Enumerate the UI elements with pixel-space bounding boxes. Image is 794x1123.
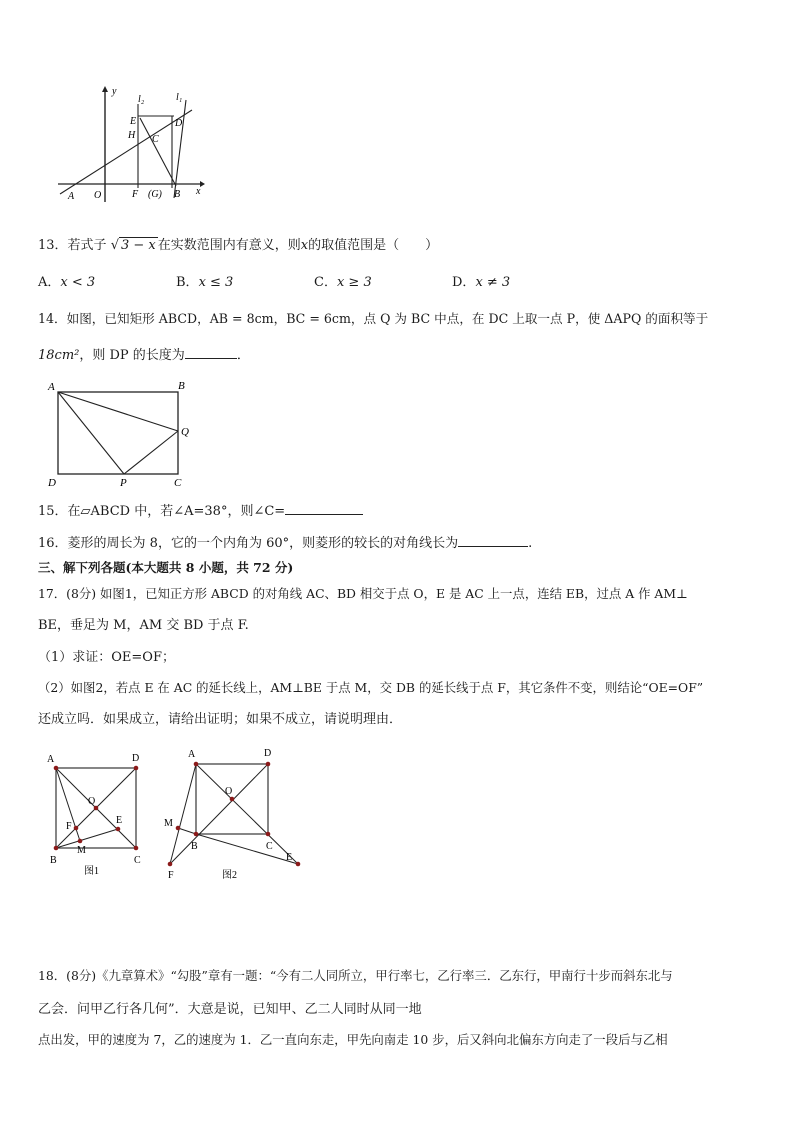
label-l1: l₁ xyxy=(176,92,183,103)
figure-1-caption: 图1 xyxy=(84,866,99,877)
q14-rectangle-figure xyxy=(44,378,204,488)
label-P: P xyxy=(120,477,127,488)
section-3-title: 三、解下列各题(本大题共 8 小题，共 72 分) xyxy=(38,560,294,575)
point-B xyxy=(194,832,199,837)
label-l2: l₂ xyxy=(138,94,145,105)
q16-text: 16．菱形的周长为 8，它的一个内角为 60°，则菱形的较长的对角线长为 xyxy=(38,536,459,551)
label-B: B xyxy=(50,855,57,866)
q13-var: x xyxy=(300,238,309,253)
q18-line1: 18．(8分)《九章算术》“勾股”章有一题：“今有二人同所立，甲行率七，乙行率三．乙东行，甲南行十步而斜东北与 xyxy=(38,968,673,983)
q17-part1: （1）求证：OE=OF； xyxy=(38,650,175,665)
q16-answer-blank[interactable] xyxy=(458,534,528,547)
label-A: A xyxy=(48,381,55,393)
label-C: C xyxy=(174,477,182,488)
label-A: A xyxy=(47,754,55,765)
q13-sqrt: √ 3 − x xyxy=(110,238,156,253)
q15-stem xyxy=(38,500,363,519)
q14-end: ． xyxy=(236,348,250,363)
label-D: D xyxy=(175,118,183,129)
label-C: C xyxy=(134,855,141,866)
q13-option-b[interactable] xyxy=(176,271,233,290)
label-C: C xyxy=(152,134,159,145)
label-x: x xyxy=(196,186,201,197)
q17-figure-1 xyxy=(40,746,160,880)
x-axis-arrow xyxy=(200,181,205,187)
label-F: F xyxy=(66,821,72,832)
line-l1 xyxy=(174,100,186,198)
label-D: D xyxy=(264,748,272,759)
label-O: O xyxy=(225,786,233,797)
rect-abcd xyxy=(58,392,178,474)
label-B: B xyxy=(174,189,181,200)
q17-figure-2 xyxy=(158,742,308,884)
q13-after: 在实数范围内有意义，则 xyxy=(157,238,301,253)
q13-option-d-expr: x ≠ 3 xyxy=(475,275,511,290)
label-A: A xyxy=(68,191,75,202)
label-y: y xyxy=(112,86,117,97)
label-B: B xyxy=(178,380,185,392)
q13-option-b-expr: x ≤ 3 xyxy=(198,275,234,290)
q13-number: 13． xyxy=(38,238,68,253)
q14-line1: 14．如图，已知矩形 ABCD，AB = 8cm，BC = 6cm，点 Q 为 BC 中点，在 DC 上取一点 P，使 ΔAPQ 的面积等于 xyxy=(38,311,709,326)
label-G: (G) xyxy=(148,189,162,200)
label-O: O xyxy=(94,190,102,201)
point-M xyxy=(176,826,181,831)
q13-before: 若式子 xyxy=(67,238,107,253)
segment-m-b xyxy=(178,828,196,834)
q14-line2 xyxy=(38,344,250,363)
label-F: F xyxy=(168,870,174,881)
label-M: M xyxy=(164,818,173,829)
label-Q: Q xyxy=(181,426,189,438)
q13-stem xyxy=(38,234,438,253)
q13-option-d-key: D． xyxy=(452,275,476,290)
point-E xyxy=(296,862,301,867)
label-D: D xyxy=(48,477,56,488)
point-F xyxy=(168,862,173,867)
q14-rest: ，则 DP 的长度为 xyxy=(79,348,185,363)
point-C xyxy=(266,832,271,837)
q17-line2: BE，垂足为 M，AM 交 BD 于点 F. xyxy=(38,618,249,633)
q17-line1: 17．(8分) 如图1，已知正方形 ABCD 的对角线 AC、BD 相交于点 O，E 是 AC 上一点，连结 EB，过点 A 作 AM⊥ xyxy=(38,586,688,601)
q16-end: . xyxy=(528,536,533,551)
point-A xyxy=(54,766,59,771)
q15-answer-blank[interactable] xyxy=(285,502,363,515)
q13-option-c-key: C． xyxy=(314,275,337,290)
point-A xyxy=(194,762,199,767)
segment-pq xyxy=(124,431,178,474)
q13-option-b-key: B． xyxy=(176,275,199,290)
label-B: B xyxy=(191,841,198,852)
q13-option-d[interactable] xyxy=(452,271,510,290)
q13-option-c[interactable] xyxy=(314,271,372,290)
q12-graph-figure xyxy=(52,84,212,206)
label-E: E xyxy=(130,116,137,127)
q13-option-c-expr: x ≥ 3 xyxy=(336,275,372,290)
label-F: F xyxy=(132,189,139,200)
segment-ap xyxy=(58,392,124,474)
q13-radicand: 3 − x xyxy=(121,238,156,253)
label-E: E xyxy=(116,815,123,826)
label-O: O xyxy=(88,796,96,807)
q15-text: 15．在▱ABCD 中，若∠A=38°，则∠C= xyxy=(38,504,286,519)
point-B xyxy=(54,846,59,851)
y-axis-arrow xyxy=(102,86,108,92)
diagonal-bd-extended xyxy=(170,764,268,864)
point-C xyxy=(134,846,139,851)
q18-line2: 乙会．问甲乙行各几何”．大意是说，已知甲、乙二人同时从同一地 xyxy=(38,1002,422,1017)
q17-part2-line1: （2）如图2，若点 E 在 AC 的延长线上，AM⊥BE 于点 M，交 DB 的延长线于点 F，其它条件不变，则结论“OE=OF” xyxy=(38,680,704,695)
label-C: C xyxy=(266,841,273,852)
point-O xyxy=(230,797,235,802)
q13-option-a[interactable] xyxy=(38,271,95,290)
label-A: A xyxy=(188,749,196,760)
q17-part2-line2: 还成立吗．如果成立，请给出证明；如果不成立，请说明理由． xyxy=(38,712,403,727)
q13-option-a-key: A． xyxy=(38,275,61,290)
q16-stem xyxy=(38,532,532,551)
segment-aq xyxy=(58,392,178,431)
label-D: D xyxy=(132,753,140,764)
point-D xyxy=(266,762,271,767)
q18-line3: 点出发，甲的速度为 7，乙的速度为 1．乙一直向东走，甲先向南走 10 步，后又斜向北偏东方向走了一段后与乙相 xyxy=(38,1032,668,1047)
label-H: H xyxy=(128,130,136,141)
segment-eb xyxy=(140,118,176,186)
q13-option-a-expr: x < 3 xyxy=(60,275,96,290)
point-F xyxy=(74,826,79,831)
q13-tail: 的取值范围是（ ） xyxy=(308,238,439,253)
label-E: E xyxy=(286,852,293,863)
label-M: M xyxy=(77,845,86,856)
point-E xyxy=(116,827,121,832)
point-M xyxy=(78,839,83,844)
q14-answer-blank[interactable] xyxy=(185,346,237,359)
figure-2-caption: 图2 xyxy=(222,870,237,881)
point-D xyxy=(134,766,139,771)
q14-value: 18cm² xyxy=(38,348,80,363)
